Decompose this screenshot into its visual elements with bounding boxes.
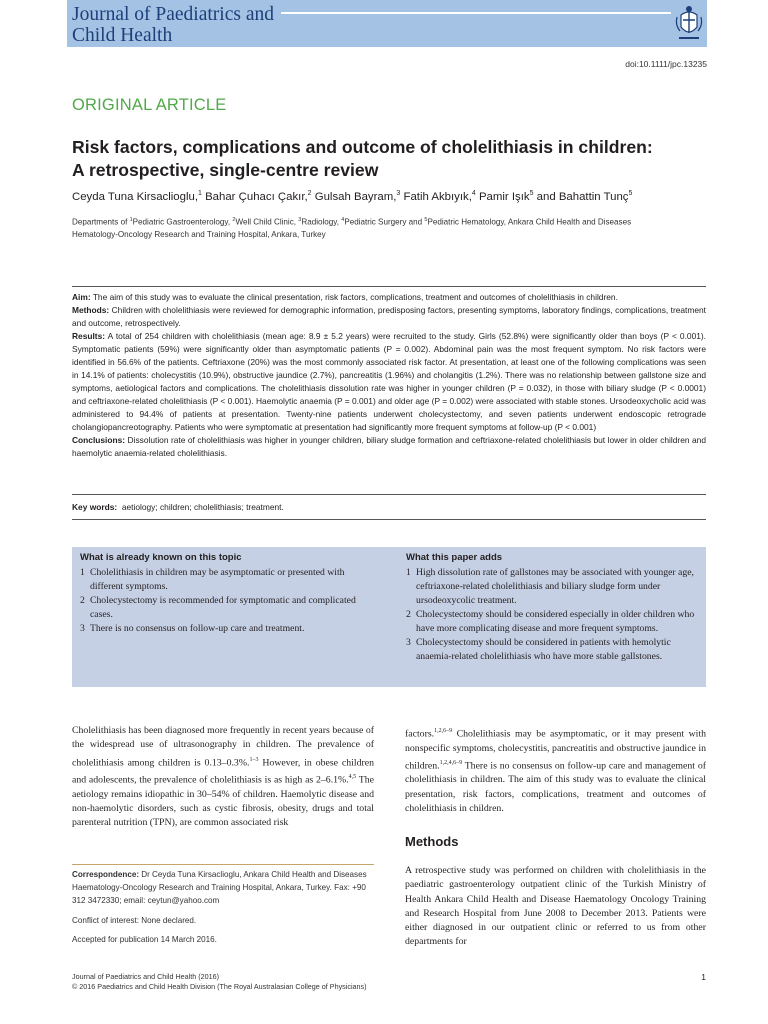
list-item-text: Cholecystectomy should be considered especially in older children who have more complicating disease and more frequent symptoms. bbox=[416, 609, 695, 634]
affiliation-sup: 2 bbox=[232, 217, 236, 223]
abstract-methods-text: Children with cholelithiasis were reviewed for demographic information, predisposing factors, presenting symptoms, laboratory findings, complications, treatment and outcome, retrospectively. bbox=[72, 305, 706, 328]
keywords-top-rule bbox=[72, 494, 706, 495]
author-affiliation-sup: 5 bbox=[628, 190, 633, 197]
affiliation-text: Pediatric Hematology, Ankara Child Health and Diseases bbox=[427, 217, 632, 227]
list-item bbox=[406, 608, 698, 636]
abstract-results-text: A total of 254 children with cholelithiasis (mean age: 8.9 ± 5.2 years) were recruited to the study. Girls (52.8%) were significantly older than boys (P < 0.001). Symptomatic patients (59%) were significantly older than asymptomatic patients (P = 0.002). Abdominal pain was the most frequent symptom. No risk factors were identified in 56.6% of the patients. Ceftriaxone (20%) was the most commonly associated risk factor. At presentation, at least one of the following complications was seen in 14.1% of patients: cholecystitis (10.9%), obstructive jaundice (2.7%), pancreatitis (1.96%) and cholangitis (1.2%). There was no relationship between gallstone size and symptoms, aetiological factors and complications. The cholelithiasis dissolution rate was higher in younger children (P = 0.032), in those with biliary sludge (P < 0.0001) and ceftriaxone-related cholelithiasis (P < 0.001). Haemolytic anaemia (P = 0.001) and older age (P = 0.002) were associated with stable stones. Ursodeoxycholic acid was administered to 94.4% of patients at presentation. Twenty-nine patients underwent cholecystectomy, and seven patients underwent endoscopic retrograde cholangiopancreotography. Patients who were symptomatic at presentation had significantly more frequent symptoms at follow-up (P < 0.001) bbox=[72, 331, 706, 432]
affiliation-prefix: Departments of bbox=[72, 217, 130, 227]
adds-box-heading: What this paper adds bbox=[406, 552, 503, 563]
affiliation-sup: 5 bbox=[424, 217, 428, 223]
body-text: Cholelithiasis may be asymptomatic, or it may present with nonspecific symptoms, cholecystitis, pancreatitis and obstructive jaundice in children. bbox=[405, 728, 706, 772]
author-affiliation-sup: 4 bbox=[471, 190, 476, 197]
article-title-line1: Risk factors, complications and outcome of cholelithiasis in children: bbox=[72, 137, 653, 157]
page-number: 1 bbox=[701, 972, 706, 982]
known-box-list bbox=[80, 566, 380, 636]
list-item bbox=[80, 594, 380, 622]
body-text: Cholelithiasis has been diagnosed more frequently in recent years because of the widespread use of ultrasonography in children. The prevalence of cholelithiasis among children is 0.13–0.3%. bbox=[72, 725, 374, 768]
page-footer bbox=[72, 972, 367, 992]
body-text: factors. bbox=[405, 728, 435, 740]
author-name[interactable]: Pamir Işık bbox=[478, 190, 530, 203]
author-name[interactable]: Fatih Akbıyık, bbox=[403, 190, 472, 203]
methods-paragraph: A retrospective study was performed on children with cholelithiasis in the paediatric gastroenterology outpatient clinic of the Turkish Ministry of Health Ankara Child Health and Disease Haematology Oncology Training and Research Hospital from June 2008 to December 2013. Patients were either diagnosed in our outpatient clinic or referred to us from other departments for bbox=[405, 865, 706, 948]
article-title bbox=[72, 136, 722, 182]
section-label: ORIGINAL ARTICLE bbox=[72, 96, 227, 114]
affiliation-sup: 4 bbox=[341, 217, 345, 223]
journal-title-line1: Journal of Paediatrics and bbox=[72, 4, 274, 25]
author-affiliation-sup: 1 bbox=[198, 190, 202, 197]
list-item bbox=[406, 566, 698, 608]
author-list bbox=[72, 190, 712, 203]
abstract-top-rule bbox=[72, 286, 706, 287]
keywords-bottom-rule bbox=[72, 519, 706, 520]
college-crest-icon bbox=[674, 3, 704, 43]
author-affiliation-sup: 5 bbox=[529, 190, 534, 197]
list-item bbox=[80, 622, 380, 636]
abstract-aim-text: The aim of this study was to evaluate the clinical presentation, risk factors, complications, treatment and outcomes of cholelithiasis in children. bbox=[92, 292, 618, 302]
author-name[interactable]: Ceyda Tuna Kirsaclioglu, bbox=[72, 190, 198, 203]
methods-heading: Methods bbox=[405, 834, 459, 849]
known-box-heading: What is already known on this topic bbox=[80, 552, 242, 563]
affiliation-text: Well Child Clinic, bbox=[235, 217, 299, 227]
affiliations bbox=[72, 214, 712, 241]
list-item-number: 2 bbox=[80, 595, 85, 606]
summary-boxes bbox=[72, 547, 706, 687]
abstract-conclusions-text: Dissolution rate of cholelithiasis was higher in younger children, biliary sludge formation and ceftriaxone-related cholelithiasis but lower in older children and haemolytic anaemia-related cholelithiasis. bbox=[72, 435, 706, 458]
list-item bbox=[80, 566, 380, 594]
abstract-conclusions-label: Conclusions: bbox=[72, 435, 126, 445]
affiliation-text: Pediatric Surgery and bbox=[344, 217, 425, 227]
correspondence-label: Correspondence: bbox=[72, 870, 140, 879]
correspondence bbox=[72, 868, 374, 907]
citation-link[interactable]: 1,2,6–9 bbox=[434, 728, 453, 734]
abstract-conclusions bbox=[72, 434, 706, 460]
conflict-of-interest: Conflict of interest: None declared. bbox=[72, 916, 197, 925]
author-name[interactable]: Bahattin Tunç bbox=[558, 190, 629, 203]
adds-box bbox=[406, 552, 698, 664]
intro-paragraph-continued bbox=[405, 724, 706, 816]
list-item-number: 3 bbox=[80, 623, 85, 634]
adds-box-list bbox=[406, 566, 698, 664]
citation-link[interactable]: 4,5 bbox=[348, 774, 357, 781]
journal-title[interactable] bbox=[72, 4, 274, 46]
body-text: However, in obese children and adolescents, the prevalence of cholelithiasis is as high as 2–6.1%. bbox=[72, 756, 374, 786]
citation-link[interactable]: 1,2,4,6–9 bbox=[439, 759, 463, 766]
abstract-results-label: Results: bbox=[72, 331, 106, 341]
abstract-methods-label: Methods: bbox=[72, 305, 110, 315]
affiliation-sup: 1 bbox=[129, 217, 133, 223]
author-name[interactable]: Gulsah Bayram, bbox=[314, 190, 397, 203]
affiliation-text: Pediatric Gastroenterology, bbox=[132, 217, 233, 227]
author-name[interactable]: Bahar Çuhacı Çakır, bbox=[205, 190, 308, 203]
author-affiliation-sup: 3 bbox=[396, 190, 401, 197]
list-item bbox=[406, 636, 698, 664]
doi-link[interactable]: doi:10.1111/jpc.13235 bbox=[625, 59, 707, 69]
citation-link[interactable]: 1–3 bbox=[249, 756, 259, 763]
list-item-text: There is no consensus on follow-up care and treatment. bbox=[90, 623, 305, 634]
affiliation-text: Radiology, bbox=[301, 217, 342, 227]
abstract bbox=[72, 291, 706, 460]
list-item-text: Cholelithiasis in children may be asymptomatic or presented with different symptoms. bbox=[90, 567, 345, 592]
list-item-text: Cholecystectomy should be considered in patients with hemolytic anaemia-related cholelithiasis who have more stable gallstones. bbox=[416, 637, 671, 662]
abstract-methods bbox=[72, 304, 706, 330]
abstract-results bbox=[72, 330, 706, 434]
body-text: There is no consensus on follow-up care and management of cholelithiasis in children. The aim of this study was to evaluate the clinical presentation, risk factors, complications, treatment and outcomes of cholelithiasis in children. bbox=[405, 760, 706, 815]
footer-copyright: © 2016 Paediatrics and Child Health Division (The Royal Australasian College of Physicians) bbox=[72, 982, 367, 991]
list-item-text: Cholecystectomy is recommended for symptomatic and complicated cases. bbox=[90, 595, 356, 620]
list-item-number: 1 bbox=[80, 567, 85, 578]
list-item-number: 2 bbox=[406, 609, 411, 620]
author-separator: and bbox=[533, 190, 559, 203]
abstract-aim-label: Aim: bbox=[72, 292, 91, 302]
list-item-text: High dissolution rate of gallstones may be associated with younger age, ceftriaxone-related cholelithiasis and biliary sludge form under ursodeoxycolic treatment. bbox=[416, 567, 694, 606]
journal-masthead bbox=[67, 0, 707, 47]
abstract-aim bbox=[72, 291, 706, 304]
masthead-divider bbox=[281, 12, 671, 14]
article-title-line2: A retrospective, single-centre review bbox=[72, 160, 379, 180]
journal-title-line2: Child Health bbox=[72, 25, 173, 46]
keywords bbox=[72, 502, 706, 512]
footer-journal: Journal of Paediatrics and Child Health (2016) bbox=[72, 972, 220, 981]
correspondence-rule bbox=[72, 864, 374, 865]
affiliation-line2: Hematology-Oncology Research and Training Hospital, Ankara, Turkey bbox=[72, 229, 326, 239]
accepted-date: Accepted for publication 14 March 2016. bbox=[72, 935, 217, 944]
list-item-number: 1 bbox=[406, 567, 411, 578]
author-affiliation-sup: 2 bbox=[307, 190, 312, 197]
body-text: The aetiology remains idiopathic in 30–54% of children. Haemolytic disease and non-haemolytic disorders, such as cystic fibrosis, obesity, drugs and total parenteral nutrition (TPN), are common associated risk bbox=[72, 774, 374, 829]
keywords-label: Key words: bbox=[72, 502, 118, 512]
intro-paragraph bbox=[72, 724, 374, 831]
correspondence-text: Dr Ceyda Tuna Kirsaclioglu, Ankara Child Health and Diseases Haematology-Oncology Research and Training Hospital, Ankara, Turkey. Fax: +90 312 3472330; email: ceytun@yahoo.com bbox=[72, 870, 367, 905]
keywords-text: aetiology; children; cholelithiasis; treatment. bbox=[121, 502, 284, 512]
affiliation-sup: 3 bbox=[298, 217, 302, 223]
known-box bbox=[80, 552, 380, 636]
list-item-number: 3 bbox=[406, 637, 411, 648]
